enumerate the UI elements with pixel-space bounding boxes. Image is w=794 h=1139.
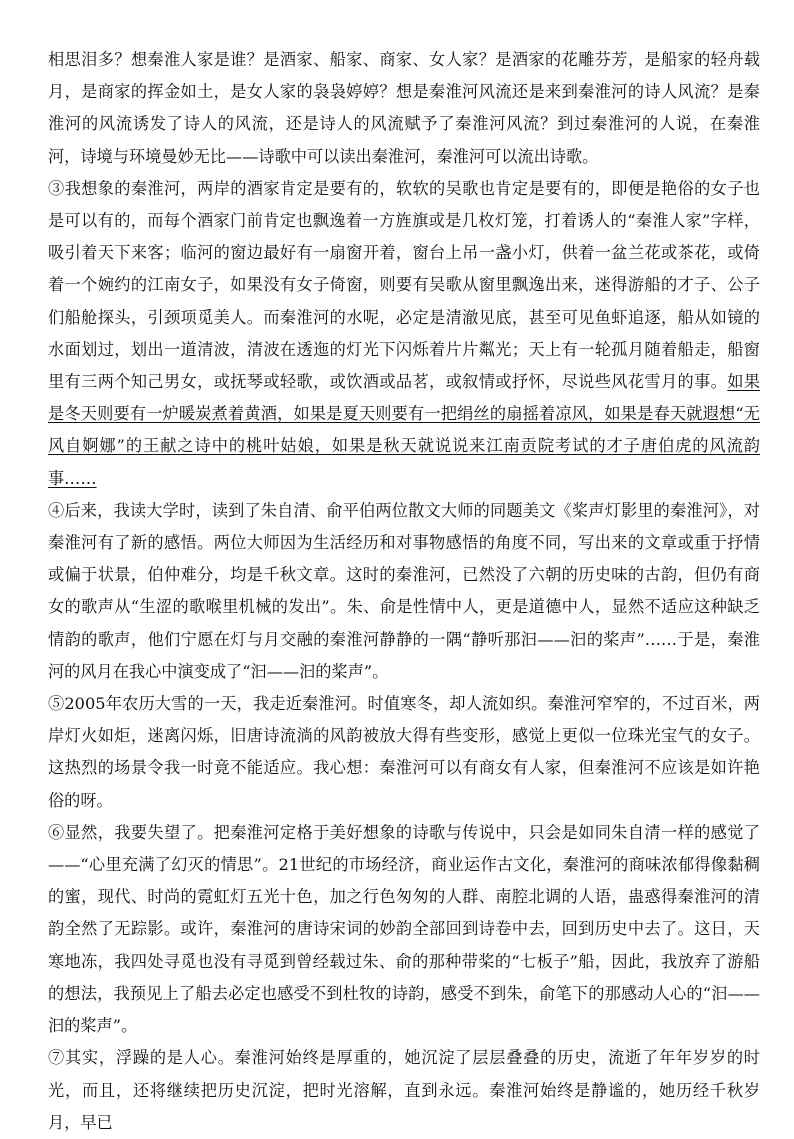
paragraph-5: ⑤2005年农历大雪的一天，我走近秦淮河。时值寒冬，却人流如织。秦淮河窄窄的，不过百米，两岸灯火如炬，迷离闪烁，旧唐诗流淌的风韵被放大得有些变形，感觉上更似一位珠光宝气的女子。这热烈的场景令我一时竟不能适应。我心想：秦淮河可以有商女有人家，但秦淮河不应该是如许艳俗的呀。: [48, 694, 760, 810]
paragraph-3: [48, 173, 760, 495]
paragraph-3-underlined-text: 如果是冬天则要有一炉暖炭煮着黄酒，如果是夏天则要有一把绢丝的扇摇着凉风，如果是春天就遐想“无风自婀娜”的王献之诗中的桃叶姑娘，如果是秋天就说说来江南贡院考试的才子唐伯虎的风流韵事……: [48, 372, 761, 488]
paragraph-3-text: ③我想象的秦淮河，两岸的酒家肯定是要有的，软软的吴歌也肯定是要有的，即便是艳俗的女子也是可以有的，而每个酒家门前肯定也飘逸着一方旌旗或是几枚灯笼，打着诱人的“秦淮人家”字样，吸引着天下来客；临河的窗边最好有一扇窗开着，窗台上吊一盏小灯，供着一盆兰花或茶花，或倚着一个婉约的江南女子，如果没有女子倚窗，则要有吴歌从窗里飘逸出来，迷得游船的才子、公子们船舱探头，引颈项觅美人。而秦淮河的水呢，必定是清澈见底，甚至可见鱼虾追逐，船从如镜的水面划过，划出一道清波，清波在透迤的灯光下闪烁着片片粼光；天上有一轮孤月随着船走，船窗里有三两个知己男女，或抚琴或轻歌，或饮酒或品茗，或叙情或抒怀，尽说些风花雪月的事。: [48, 178, 760, 392]
paragraph-7: ⑦其实，浮躁的是人心。秦淮河始终是厚重的，她沉淀了层层叠叠的历史，流逝了年年岁岁的时光，而且，还将继续把历史沉淀，把时光溶解，直到永远。秦淮河始终是静谧的，她历经千秋岁月，早已: [48, 1048, 760, 1132]
document-body: [48, 44, 760, 1139]
paragraph-intro-continued: 相思泪多？想秦淮人家是谁？是酒家、船家、商家、女人家？是酒家的花雕芬芳，是船家的轻舟载月，是商家的挥金如土，是女人家的袅袅婷婷？想是秦淮河风流还是来到秦淮河的诗人风流？是秦淮河的风流诱发了诗人的风流，还是诗人的风流赋予了秦淮河风流？到过秦淮河的人说，在秦淮河，诗境与环境曼妙无比——诗歌中可以读出秦淮河，秦淮河可以流出诗歌。: [48, 50, 760, 166]
paragraph-4: ④后来，我读大学时，读到了朱自清、俞平伯两位散文大师的同题美文《桨声灯影里的秦淮河》，对秦淮河有了新的感悟。两位大师因为生活经历和对事物感悟的角度不同，写出来的文章或重于抒情或偏于状景，伯仲难分，均是千秋文章。这时的秦淮河，已然没了六朝的历史味的古韵，但仍有商女的歌声从“生涩的歌喉里机械的发出”。朱、俞是性情中人，更是道德中人，显然不适应这种缺乏情韵的歌声，他们宁愿在灯与月交融的秦淮河静静的一隅“静听那汩——汩的桨声”……于是，秦淮河的风月在我心中演变成了“汩——汩的桨声”。: [48, 500, 760, 681]
paragraph-6: ⑥显然，我要失望了。把秦淮河定格于美好想象的诗歌与传说中，只会是如同朱自清一样的感觉了——“心里充满了幻灭的情思”。21世纪的市场经济，商业运作古文化，秦淮河的商味浓郁得像黏稠的蜜，现代、时尚的霓虹灯五光十色，加之行色匆匆的人群、南腔北调的人语，蛊惑得秦淮河的清韵全然了无踪影。或许，秦淮河的唐诗宋词的妙韵全部回到诗卷中去，回到历史中去了。这日，天寒地冻，我四处寻觅也没有寻觅到曾经载过朱、俞的那种带桨的“七板子”船，因此，我放弃了游船的想法，我预见上了船去必定也感受不到杜牧的诗韵，感受不到朱，俞笔下的那感动人心的“汩——汩的桨声”。: [48, 822, 760, 1036]
